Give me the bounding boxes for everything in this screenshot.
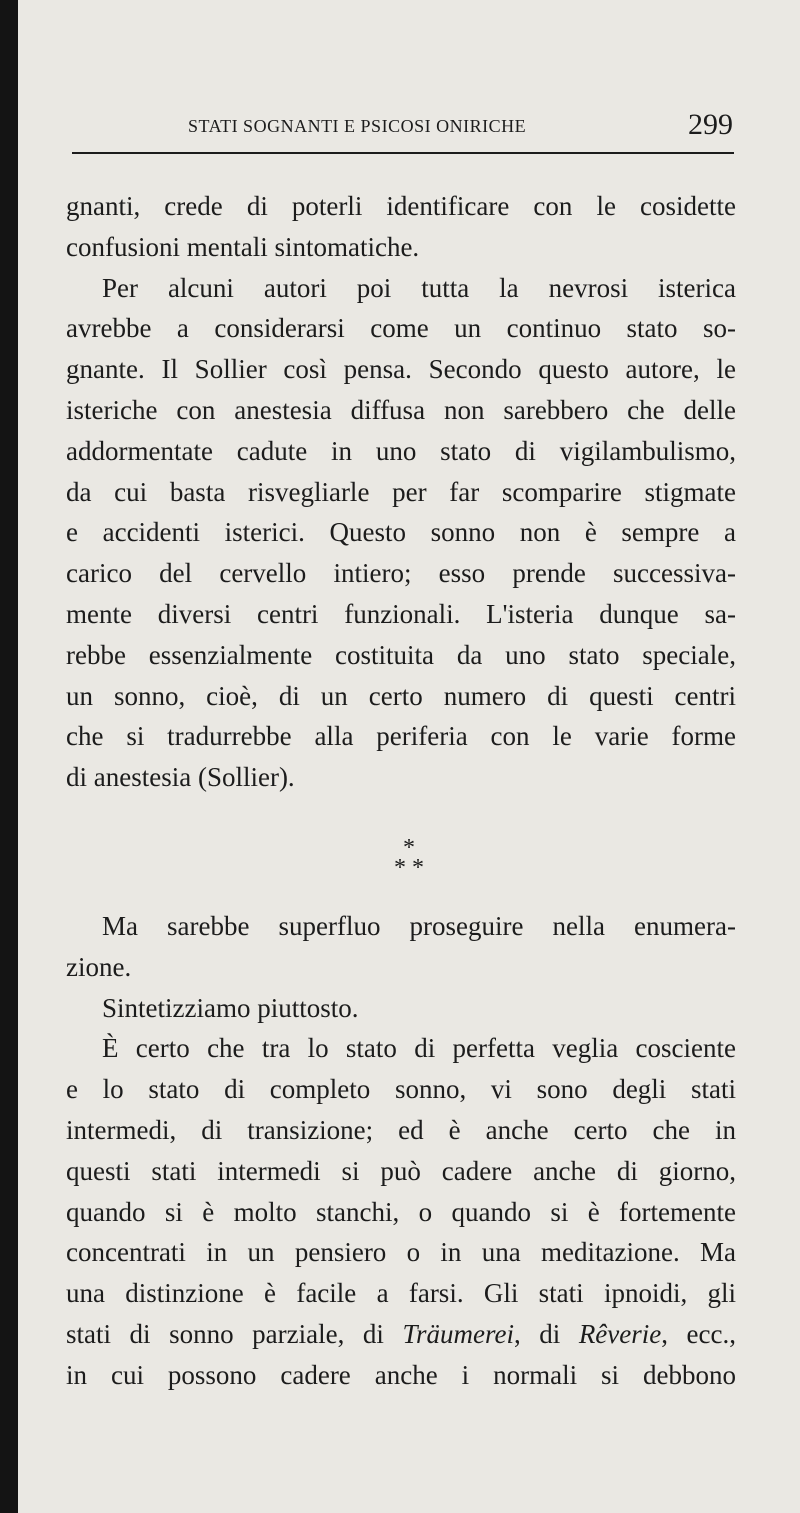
text-line: zione. (66, 951, 132, 982)
text-line: rebbe essenzialmente costituita da uno stato speciale, (66, 639, 736, 670)
running-title: STATI SOGNANTI E PSICOSI ONIRICHE (188, 116, 527, 136)
text-line: Per alcuni autori poi tutta la nevrosi isterica (102, 272, 736, 303)
text-line: addormentate cadute in uno stato di vigilambulismo, (66, 435, 736, 466)
text-block-1 (66, 186, 736, 798)
text-line: Ma sarebbe superfluo proseguire nella enumera- (102, 911, 736, 941)
text-line: avrebbe a considerarsi come un continuo stato so- (66, 313, 736, 344)
italic-term: Träumerei (402, 1318, 514, 1349)
page-header (188, 108, 733, 148)
text-block-2 (66, 906, 736, 1396)
asterism-bottom: * * (394, 855, 424, 881)
text-line: stati di sonno parziale, di Träumerei, di Rêverie, ecc., (66, 1318, 737, 1349)
text-line: quando si è molto stanchi, o quando si è fortemente (66, 1196, 736, 1227)
page-number: 299 (688, 108, 733, 141)
text-line: mente diversi centri funzionali. L'isteria dunque sa- (66, 598, 736, 629)
text-line: gnanti, crede di poterli identificare con le cosidette (66, 191, 736, 221)
text-line: e accidenti isterici. Questo sonno non è sempre a (66, 517, 736, 548)
text-line: confusioni mentali sintomatiche. (66, 231, 420, 262)
text-line: da cui basta risvegliarle per far scomparire stigmate (66, 476, 736, 507)
text-line: gnante. Il Sollier così pensa. Secondo questo autore, le (66, 354, 736, 385)
text-line: questi stati intermedi si può cadere anche di giorno, (66, 1155, 736, 1186)
text-line: di anestesia (Sollier). (66, 762, 295, 793)
section-asterism (18, 835, 800, 881)
italic-term: Rêverie (578, 1318, 662, 1349)
text-line: concentrati in un pensiero o in una meditazione. Ma (66, 1237, 736, 1268)
text-line: un sonno, cioè, di un certo numero di questi centri (66, 680, 736, 711)
text-line: Sintetizziamo piuttosto. (102, 992, 359, 1023)
text-line: in cui possono cadere anche i normali si debbono (66, 1359, 736, 1390)
text-line: isteriche con anestesia diffusa non sarebbero che delle (66, 394, 736, 425)
text-line: intermedi, di transizione; ed è anche certo che in (66, 1114, 736, 1145)
text-line: una distinzione è facile a farsi. Gli stati ipnoidi, gli (66, 1278, 736, 1309)
text-line: e lo stato di completo sonno, vi sono degli stati (66, 1074, 736, 1105)
book-page (18, 0, 800, 1513)
asterism-top: * (403, 835, 415, 861)
text-line: carico del cervello intiero; esso prende successiva- (66, 558, 736, 589)
header-rule (72, 152, 734, 154)
text-line: È certo che tra lo stato di perfetta veglia cosciente (102, 1033, 736, 1064)
text-line: che si tradurrebbe alla periferia con le varie forme (66, 721, 736, 752)
